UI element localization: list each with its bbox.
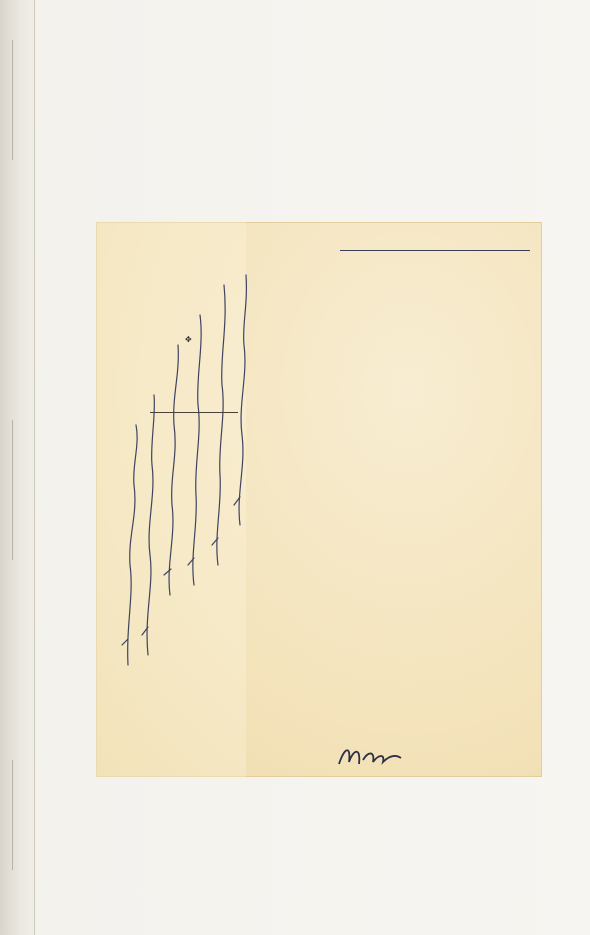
handwritten-resolution	[108, 265, 258, 680]
handwritten-signature	[335, 742, 405, 775]
binding-strip	[0, 0, 35, 935]
top-date-underline	[340, 250, 530, 251]
ornament: ✥	[185, 335, 192, 344]
